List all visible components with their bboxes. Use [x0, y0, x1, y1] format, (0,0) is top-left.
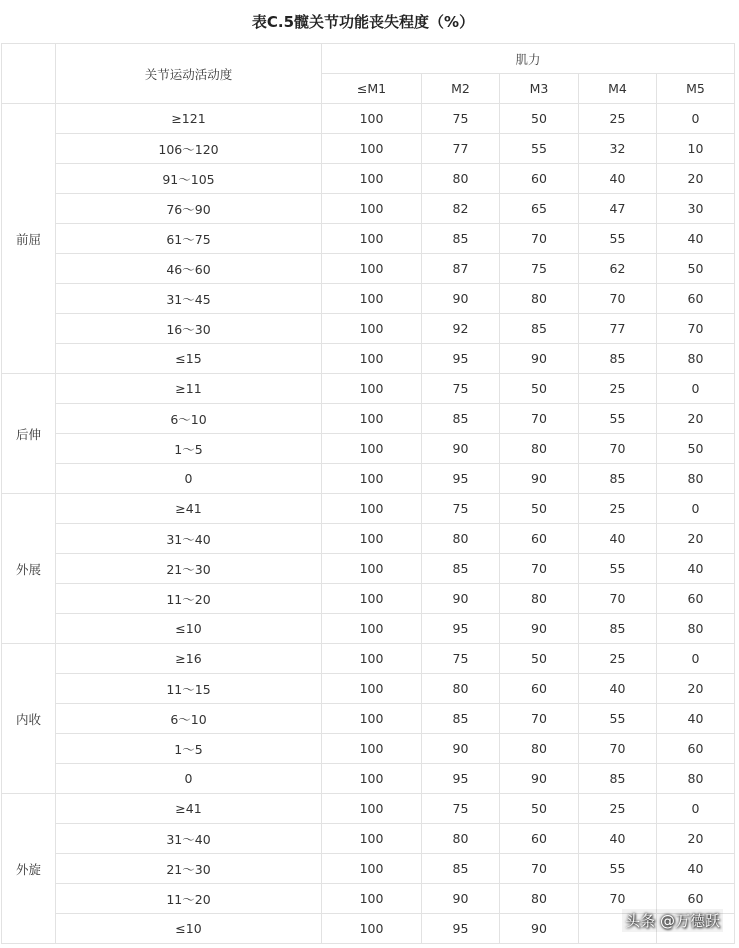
value-cell: 100 [322, 224, 422, 254]
value-cell: 100 [322, 824, 422, 854]
value-cell: 100 [322, 314, 422, 344]
header-muscle-strength: 肌力 [322, 44, 735, 74]
range-cell: 1～5 [56, 734, 322, 764]
value-cell: 85 [422, 854, 500, 884]
value-cell: 40 [579, 674, 657, 704]
value-cell: 60 [657, 284, 735, 314]
value-cell: 80 [422, 164, 500, 194]
value-cell: 75 [422, 794, 500, 824]
range-cell: ≤10 [56, 614, 322, 644]
table-row [2, 374, 735, 404]
table-row [2, 584, 735, 614]
table-row [2, 734, 735, 764]
value-cell: 100 [322, 734, 422, 764]
value-cell: 40 [657, 854, 735, 884]
range-cell: ≥41 [56, 794, 322, 824]
hip-function-loss-table [1, 43, 735, 944]
table-title: 表C.5髋关节功能丧失程度（%） [251, 13, 475, 31]
value-cell: 70 [500, 854, 579, 884]
value-cell: 85 [579, 764, 657, 794]
value-cell: 20 [657, 524, 735, 554]
table-row [2, 254, 735, 284]
value-cell: 95 [422, 614, 500, 644]
value-cell: 65 [500, 194, 579, 224]
table-row [2, 554, 735, 584]
value-cell: 70 [500, 704, 579, 734]
value-cell: 100 [322, 374, 422, 404]
value-cell: 100 [322, 494, 422, 524]
value-cell: 77 [422, 134, 500, 164]
value-cell: 100 [322, 704, 422, 734]
value-cell: 90 [500, 764, 579, 794]
value-cell: 50 [500, 794, 579, 824]
range-cell: ≤10 [56, 914, 322, 944]
value-cell: 80 [500, 284, 579, 314]
value-cell: 95 [422, 764, 500, 794]
range-cell: ≥121 [56, 104, 322, 134]
table-row [2, 164, 735, 194]
range-cell: 0 [56, 764, 322, 794]
value-cell: 62 [579, 254, 657, 284]
value-cell: 80 [657, 764, 735, 794]
value-cell: 75 [422, 104, 500, 134]
value-cell: 100 [322, 644, 422, 674]
range-cell: 11～15 [56, 674, 322, 704]
range-cell: 11～20 [56, 884, 322, 914]
value-cell: 85 [422, 224, 500, 254]
value-cell: 100 [322, 164, 422, 194]
value-cell: 70 [500, 224, 579, 254]
value-cell: 85 [579, 614, 657, 644]
value-cell: 100 [322, 104, 422, 134]
value-cell: 40 [657, 224, 735, 254]
header-row-1 [2, 44, 735, 74]
value-cell: 95 [422, 344, 500, 374]
range-cell: 76～90 [56, 194, 322, 224]
motion-group-label: 后伸 [2, 374, 56, 494]
value-cell: 90 [422, 434, 500, 464]
value-cell: 20 [657, 674, 735, 704]
range-cell: ≥11 [56, 374, 322, 404]
range-cell: 16～30 [56, 314, 322, 344]
value-cell: 25 [579, 374, 657, 404]
value-cell: 80 [657, 614, 735, 644]
value-cell: 70 [579, 734, 657, 764]
value-cell: 50 [500, 374, 579, 404]
value-cell: 100 [322, 794, 422, 824]
value-cell: 90 [500, 914, 579, 944]
value-cell: 100 [322, 884, 422, 914]
value-cell: 100 [322, 554, 422, 584]
value-cell: 90 [422, 884, 500, 914]
value-cell: 70 [579, 284, 657, 314]
range-cell: 46～60 [56, 254, 322, 284]
range-cell: 21～30 [56, 854, 322, 884]
value-cell: 100 [322, 134, 422, 164]
value-cell: 25 [579, 494, 657, 524]
value-cell: 80 [422, 674, 500, 704]
value-cell: 100 [322, 464, 422, 494]
value-cell: 20 [657, 164, 735, 194]
value-cell: 80 [500, 884, 579, 914]
table-row [2, 224, 735, 254]
motion-group-label: 外展 [2, 494, 56, 644]
value-cell: 90 [500, 344, 579, 374]
header-level: M3 [500, 74, 579, 104]
value-cell: 100 [322, 764, 422, 794]
value-cell: 25 [579, 794, 657, 824]
range-cell: 91～105 [56, 164, 322, 194]
table-row [2, 194, 735, 224]
range-cell: 106～120 [56, 134, 322, 164]
value-cell: 60 [657, 584, 735, 614]
value-cell: 95 [422, 914, 500, 944]
value-cell: 90 [422, 284, 500, 314]
value-cell: 80 [500, 734, 579, 764]
value-cell: 30 [657, 194, 735, 224]
range-cell: 31～40 [56, 824, 322, 854]
value-cell: 100 [322, 854, 422, 884]
value-cell: 60 [500, 524, 579, 554]
value-cell: 50 [500, 494, 579, 524]
value-cell: 55 [579, 854, 657, 884]
value-cell: 85 [422, 554, 500, 584]
value-cell: 95 [422, 464, 500, 494]
value-cell: 50 [500, 644, 579, 674]
value-cell: 0 [657, 374, 735, 404]
value-cell: 60 [657, 884, 735, 914]
table-row [2, 104, 735, 134]
table-row [2, 704, 735, 734]
table-row [2, 314, 735, 344]
value-cell: 100 [322, 524, 422, 554]
header-level: ≤M1 [322, 74, 422, 104]
range-cell: ≤15 [56, 344, 322, 374]
table-row [2, 674, 735, 704]
value-cell: 85 [422, 404, 500, 434]
table-row [2, 854, 735, 884]
value-cell: 40 [579, 524, 657, 554]
value-cell: 60 [500, 824, 579, 854]
range-cell: 11～20 [56, 584, 322, 614]
range-cell: 31～40 [56, 524, 322, 554]
value-cell: 87 [422, 254, 500, 284]
value-cell: 75 [422, 644, 500, 674]
value-cell: 0 [657, 104, 735, 134]
value-cell: 85 [500, 314, 579, 344]
value-cell: 32 [579, 134, 657, 164]
value-cell: 50 [500, 104, 579, 134]
value-cell: 80 [422, 824, 500, 854]
range-cell: 31～45 [56, 284, 322, 314]
header-level: M4 [579, 74, 657, 104]
value-cell: 80 [657, 464, 735, 494]
value-cell: 40 [579, 824, 657, 854]
value-cell: 100 [322, 914, 422, 944]
value-cell: 80 [422, 524, 500, 554]
table-row [2, 464, 735, 494]
table-row [2, 134, 735, 164]
range-cell: 1～5 [56, 434, 322, 464]
value-cell: 100 [322, 344, 422, 374]
table-row [2, 614, 735, 644]
value-cell: 100 [322, 614, 422, 644]
value-cell: 25 [579, 644, 657, 674]
range-cell: 61～75 [56, 224, 322, 254]
range-cell: 21～30 [56, 554, 322, 584]
value-cell: 0 [657, 644, 735, 674]
header-level: M5 [657, 74, 735, 104]
value-cell: 55 [579, 704, 657, 734]
range-cell: ≥16 [56, 644, 322, 674]
value-cell: 0 [657, 494, 735, 524]
watermark: 头条 @万德跃 [622, 909, 723, 932]
value-cell: 100 [322, 584, 422, 614]
value-cell: 90 [422, 734, 500, 764]
value-cell: 80 [500, 584, 579, 614]
table-row [2, 824, 735, 854]
value-cell: 0 [657, 794, 735, 824]
range-cell: 0 [56, 464, 322, 494]
table-row [2, 644, 735, 674]
value-cell: 92 [422, 314, 500, 344]
value-cell: 55 [500, 134, 579, 164]
value-cell: 20 [657, 404, 735, 434]
value-cell: 75 [422, 494, 500, 524]
value-cell: 70 [500, 404, 579, 434]
value-cell: 60 [657, 734, 735, 764]
value-cell: 25 [579, 104, 657, 134]
value-cell: 55 [579, 554, 657, 584]
header-corner-blank [2, 44, 56, 104]
motion-group-label: 内收 [2, 644, 56, 794]
value-cell: 60 [500, 164, 579, 194]
value-cell: 70 [579, 434, 657, 464]
table-row [2, 764, 735, 794]
value-cell: 82 [422, 194, 500, 224]
value-cell: 20 [657, 824, 735, 854]
value-cell: 100 [322, 194, 422, 224]
value-cell: 85 [422, 704, 500, 734]
value-cell: 75 [500, 254, 579, 284]
value-cell: 100 [322, 254, 422, 284]
value-cell: 90 [422, 584, 500, 614]
value-cell: 40 [657, 704, 735, 734]
table-row [2, 524, 735, 554]
table-row [2, 794, 735, 824]
value-cell: 100 [322, 404, 422, 434]
range-cell: 6～10 [56, 404, 322, 434]
value-cell: 40 [579, 164, 657, 194]
value-cell: 50 [657, 254, 735, 284]
range-cell: 6～10 [56, 704, 322, 734]
value-cell: 50 [657, 434, 735, 464]
value-cell: 70 [579, 584, 657, 614]
value-cell: 100 [322, 284, 422, 314]
value-cell: 70 [657, 314, 735, 344]
value-cell: 55 [579, 404, 657, 434]
value-cell: 90 [500, 464, 579, 494]
value-cell: 77 [579, 314, 657, 344]
value-cell: 80 [500, 434, 579, 464]
range-cell: ≥41 [56, 494, 322, 524]
value-cell: 85 [579, 464, 657, 494]
table-row [2, 344, 735, 374]
value-cell: 40 [657, 554, 735, 584]
value-cell: 85 [579, 344, 657, 374]
value-cell: 70 [579, 884, 657, 914]
value-cell: 100 [322, 434, 422, 464]
value-cell: 60 [500, 674, 579, 704]
value-cell: 75 [422, 374, 500, 404]
value-cell: 10 [657, 134, 735, 164]
header-range-label: 关节运动活动度 [56, 44, 322, 104]
value-cell: 100 [322, 674, 422, 704]
value-cell: 80 [657, 344, 735, 374]
table-body [2, 44, 735, 944]
value-cell: 90 [500, 614, 579, 644]
table-row [2, 284, 735, 314]
table-row [2, 434, 735, 464]
value-cell: 55 [579, 224, 657, 254]
table-row [2, 404, 735, 434]
motion-group-label: 前屈 [2, 104, 56, 374]
value-cell: 47 [579, 194, 657, 224]
motion-group-label: 外旋 [2, 794, 56, 944]
header-level: M2 [422, 74, 500, 104]
value-cell: 70 [500, 554, 579, 584]
table-row [2, 494, 735, 524]
